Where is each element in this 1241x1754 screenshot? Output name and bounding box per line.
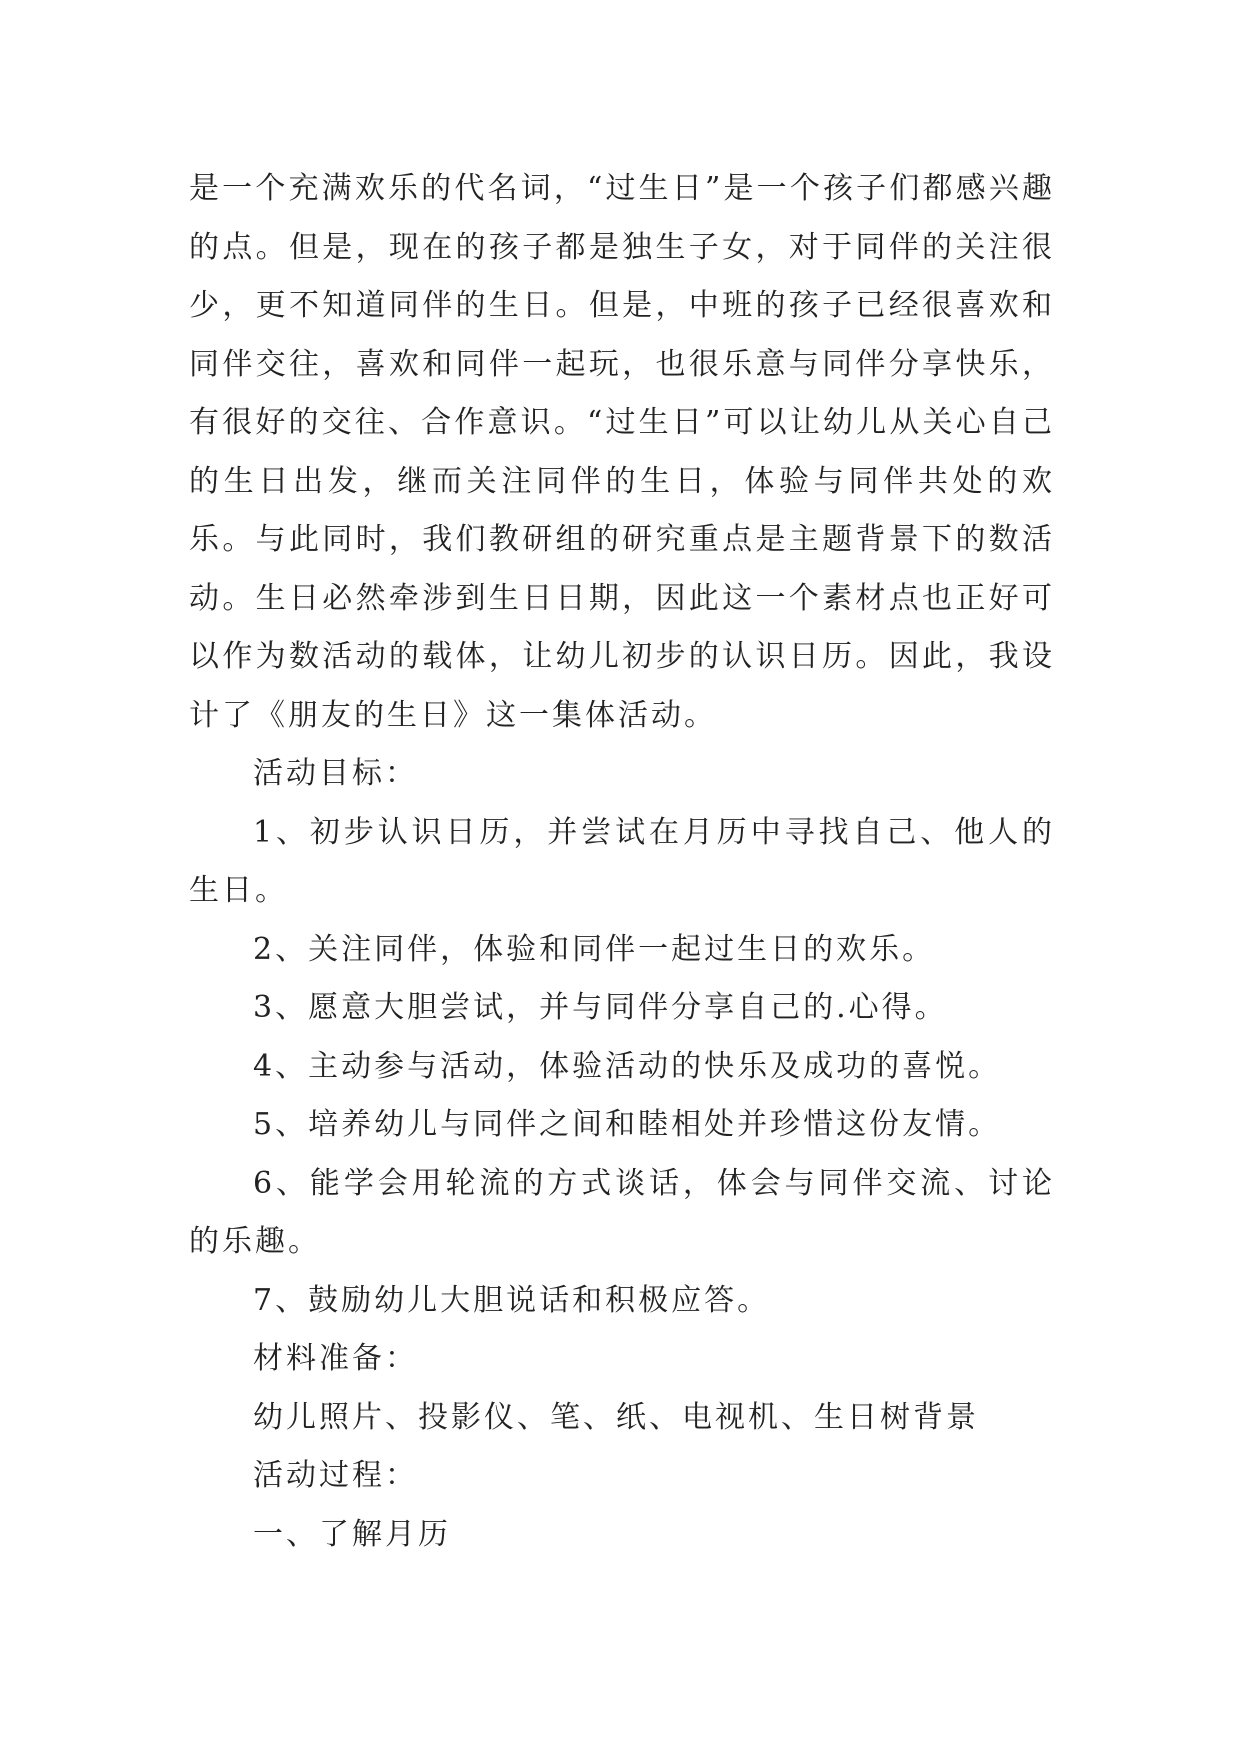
materials-list: 幼儿照片、投影仪、笔、纸、电视机、生日树背景 xyxy=(253,1399,979,1435)
document-body xyxy=(189,160,1055,1564)
objective-item-5: 5、培养幼儿与同伴之间和睦相处并珍惜这份友情。 xyxy=(253,1107,1002,1142)
objective-item-7: 7、鼓励幼儿大胆说话和积极应答。 xyxy=(253,1282,771,1318)
section-heading-objectives: 活动目标： xyxy=(253,756,418,791)
section-heading-materials: 材料准备： xyxy=(253,1341,418,1376)
intro-paragraph: 是一个充满欢乐的代名词，“过生日”是一个孩子们都感兴趣的点。但是，现在的孩子都是独生子女，对于同伴的关注很少，更不知道同伴的生日。但是，中班的孩子已经很喜欢和同伴交往，喜欢和同伴一起玩，也很乐意与同伴分享快乐，有很好的交往、合作意识。“过生日”可以让幼儿从关心自己的生日出发，继而关注同伴的生日，体验与同伴共处的欢乐。与此同时，我们教研组的研究重点是主题背景下的数活动。生日必然牵涉到生日日期，因此这一个素材点也正好可以作为数活动的载体，让幼儿初步的认识日历。因此，我设计了《朋友的生日》这一集体活动。 xyxy=(189,171,1055,733)
objective-item-1: 1、初步认识日历，并尝试在月历中寻找自己、他人的生日。 xyxy=(189,814,1055,908)
process-step-1: 一、了解月历 xyxy=(253,1516,451,1552)
objective-item-2: 2、关注同伴，体验和同伴一起过生日的欢乐。 xyxy=(253,931,936,967)
objective-item-3: 3、愿意大胆尝试，并与同伴分享自己的.心得。 xyxy=(253,990,948,1025)
objective-item-4: 4、主动参与活动，体验活动的快乐及成功的喜悦。 xyxy=(253,1048,1002,1084)
objective-item-6: 6、能学会用轮流的方式谈话，体会与同伴交流、讨论的乐趣。 xyxy=(189,1165,1055,1259)
section-heading-process: 活动过程： xyxy=(253,1458,418,1493)
